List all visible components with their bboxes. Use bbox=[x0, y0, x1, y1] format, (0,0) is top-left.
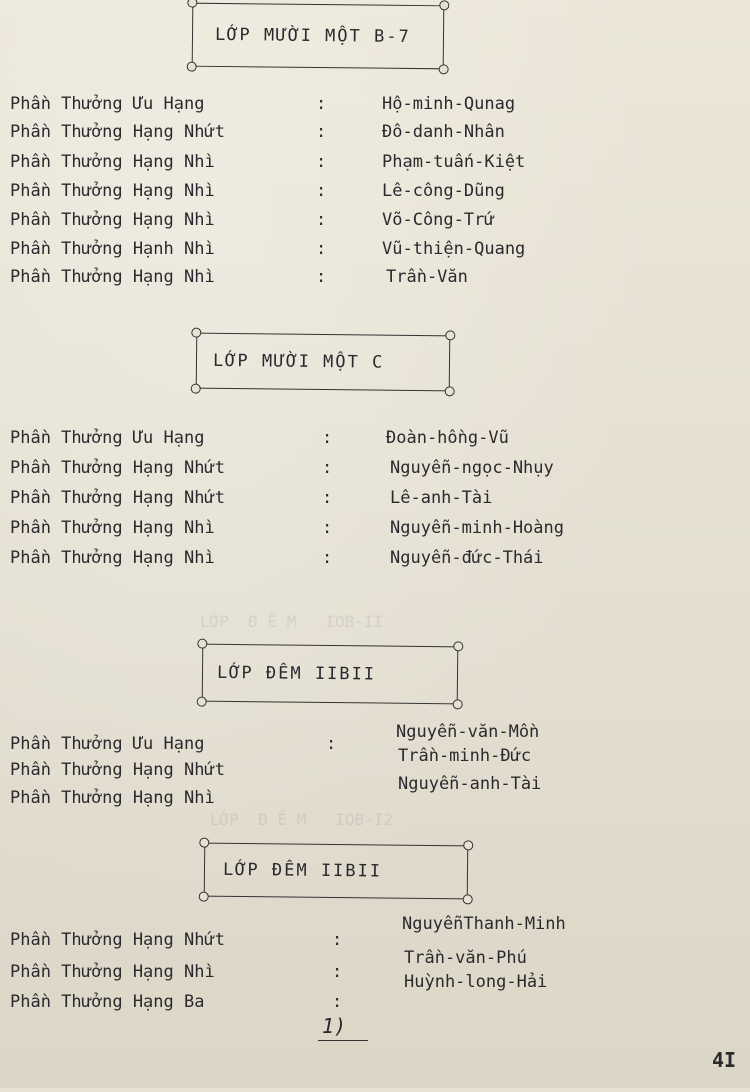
page-number: 4I bbox=[712, 1048, 737, 1072]
class-title: LỚP ĐÊM IIBII bbox=[222, 859, 383, 882]
separator: : bbox=[332, 962, 343, 982]
award-label: Phần Thưởng Ưu Hạng bbox=[10, 94, 205, 114]
separator: : bbox=[322, 518, 333, 538]
recipient-name: Nguyễn-văn-Mồn bbox=[396, 722, 540, 742]
recipient-name: Hộ-minh-Qunag bbox=[382, 94, 516, 114]
bleed-through-text: LỚP Đ Ê M IOB-II bbox=[200, 612, 384, 631]
box-corner bbox=[463, 894, 473, 904]
award-label: Phần Thưởng Hạng Nhì bbox=[10, 962, 215, 982]
recipient-name: Vũ-thiện-Quang bbox=[382, 239, 526, 259]
box-corner bbox=[453, 699, 463, 709]
separator: : bbox=[316, 210, 327, 230]
award-row bbox=[0, 948, 750, 990]
award-label: Phần Thưởng Hạng Nhì bbox=[10, 152, 215, 172]
award-row bbox=[0, 774, 750, 816]
recipient-name: Đô-danh-Nhân bbox=[382, 122, 505, 142]
recipient-name: Đoàn-hồng-Vũ bbox=[386, 428, 509, 448]
bleed-through-text: LỚP Đ Ê M IOB-I2 bbox=[210, 810, 394, 829]
recipient-name: Trần-văn-Phú bbox=[404, 948, 527, 968]
award-row bbox=[0, 122, 750, 150]
separator: : bbox=[326, 734, 337, 754]
award-label: Phần Thưởng Hạng Nhứt bbox=[10, 122, 225, 142]
box-corner bbox=[199, 892, 209, 902]
award-label: Phần Thưởng Ưu Hạng bbox=[10, 734, 205, 754]
class-title-box bbox=[196, 333, 451, 392]
award-row bbox=[0, 746, 750, 788]
award-label: Phần Thưởng Hạng Nhì bbox=[10, 548, 215, 568]
recipient-name: Nguyễn-anh-Tài bbox=[398, 774, 542, 794]
box-corner bbox=[445, 330, 455, 340]
award-row bbox=[0, 94, 750, 122]
award-row bbox=[0, 152, 750, 180]
award-label: Phần Thưởng Hạng Nhì bbox=[10, 181, 215, 201]
recipient-name: Nguyễn-minh-Hoàng bbox=[390, 518, 564, 538]
box-corner bbox=[445, 386, 455, 396]
box-corner bbox=[199, 838, 209, 848]
recipient-name: Lê-anh-Tài bbox=[390, 488, 493, 508]
box-corner bbox=[453, 641, 463, 651]
award-row bbox=[0, 458, 750, 486]
award-row bbox=[0, 210, 750, 238]
recipient-name: Nguyễn-ngọc-Nhụy bbox=[390, 458, 554, 478]
award-label: Phần Thưởng Hạng Nhì bbox=[10, 788, 215, 808]
separator: : bbox=[322, 458, 333, 478]
recipient-name: NguyễnThanh-Minh bbox=[402, 914, 566, 934]
box-corner bbox=[197, 697, 207, 707]
award-label: Phần Thưởng Hạng Ba bbox=[10, 992, 205, 1012]
award-label: Phần Thưởng Hạng Nhì bbox=[10, 267, 215, 287]
class-title: LỚP MƯỜI MỘT B-7 bbox=[214, 24, 411, 47]
recipient-name: Trần-minh-Đức bbox=[398, 746, 532, 766]
award-row bbox=[0, 488, 750, 516]
award-label: Phần Thưởng Hạng Nhứt bbox=[10, 930, 225, 950]
award-row bbox=[0, 428, 750, 456]
handwritten-page-mark: 1) bbox=[322, 1014, 347, 1038]
award-label: Phần Thưởng Hạng Nhứt bbox=[10, 488, 225, 508]
class-title: LỚP MƯỜI MỘT C bbox=[212, 350, 385, 373]
award-label: Phần Thưởng Hạnh Nhì bbox=[10, 239, 215, 259]
award-row bbox=[0, 267, 750, 295]
class-title-box bbox=[192, 3, 445, 70]
separator: : bbox=[322, 488, 333, 508]
box-corner bbox=[191, 328, 201, 338]
award-label: Phần Thưởng Hạng Nhứt bbox=[10, 458, 225, 478]
award-row bbox=[0, 722, 750, 762]
recipient-name: Phạm-tuấn-Kiệt bbox=[382, 152, 526, 172]
box-corner bbox=[439, 64, 449, 74]
separator: : bbox=[316, 94, 327, 114]
recipient-name: Trần-Văn bbox=[386, 267, 468, 287]
award-row bbox=[0, 181, 750, 209]
recipient-name: Nguyễn-đức-Thái bbox=[390, 548, 544, 568]
separator: : bbox=[332, 930, 343, 950]
box-corner bbox=[439, 0, 449, 10]
separator: : bbox=[332, 992, 343, 1012]
separator: : bbox=[316, 239, 327, 259]
recipient-name: Lê-công-Dũng bbox=[382, 181, 505, 201]
award-label: Phần Thưởng Hạng Nhì bbox=[10, 210, 215, 230]
separator: : bbox=[316, 122, 327, 142]
separator: : bbox=[322, 548, 333, 568]
award-row bbox=[0, 239, 750, 267]
class-title-box bbox=[202, 644, 459, 705]
award-label: Phần Thưởng Ưu Hạng bbox=[10, 428, 205, 448]
box-corner bbox=[187, 0, 197, 8]
class-title: LỚP ĐÊM IIBII bbox=[216, 662, 377, 685]
award-label: Phần Thưởng Hạng Nhứt bbox=[10, 760, 225, 780]
award-row bbox=[0, 518, 750, 546]
recipient-name: Huỳnh-long-Hải bbox=[404, 972, 548, 992]
underline bbox=[318, 1040, 368, 1041]
award-row bbox=[0, 548, 750, 576]
box-corner bbox=[197, 639, 207, 649]
award-row bbox=[0, 914, 750, 958]
award-label: Phần Thưởng Hạng Nhì bbox=[10, 518, 215, 538]
separator: : bbox=[322, 428, 333, 448]
class-title-box bbox=[204, 843, 469, 900]
separator: : bbox=[316, 181, 327, 201]
box-corner bbox=[187, 62, 197, 72]
recipient-name: Võ-Công-Trứ bbox=[382, 210, 495, 230]
separator: : bbox=[316, 152, 327, 172]
box-corner bbox=[463, 840, 473, 850]
box-corner bbox=[191, 384, 201, 394]
separator: : bbox=[316, 267, 327, 287]
